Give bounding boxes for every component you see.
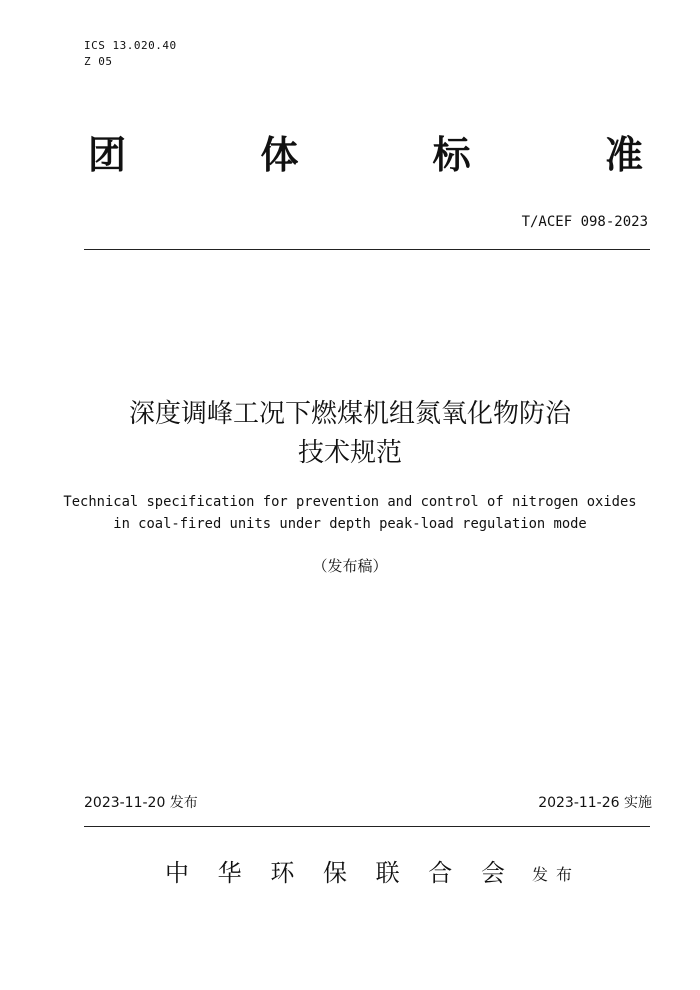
publisher-char: 联 bbox=[375, 859, 400, 887]
standard-type-heading bbox=[88, 130, 643, 180]
bottom-divider bbox=[84, 826, 650, 827]
standard-type-char: 准 bbox=[604, 133, 643, 177]
publisher-char: 合 bbox=[428, 859, 453, 887]
publisher-char: 会 bbox=[480, 859, 505, 887]
publish-word: 发布 bbox=[532, 865, 581, 884]
standard-type-char: 体 bbox=[260, 133, 299, 177]
ccs-code: Z 05 bbox=[84, 55, 113, 68]
publisher-char: 环 bbox=[270, 859, 295, 887]
draft-label: （发布稿） bbox=[312, 557, 388, 575]
standard-type-char: 标 bbox=[432, 133, 471, 177]
issue-date: 2023-11-20 发布 bbox=[84, 795, 198, 811]
implement-date: 2023-11-26 实施 bbox=[538, 795, 652, 811]
title-cn-line2: 技术规范 bbox=[297, 438, 402, 468]
publisher-char: 中 bbox=[165, 859, 189, 887]
publisher-char: 华 bbox=[217, 859, 242, 887]
top-divider bbox=[84, 249, 650, 250]
publisher-name bbox=[165, 856, 505, 890]
standard-type-char: 团 bbox=[88, 133, 127, 177]
standard-number: T/ACEF 098-2023 bbox=[521, 214, 648, 230]
title-en-line1: Technical specification for prevention and control of nitrogen oxides bbox=[63, 494, 637, 510]
title-cn-line1: 深度调峰工况下燃煤机组氮氧化物防治 bbox=[128, 399, 571, 429]
publisher-char: 保 bbox=[322, 859, 347, 887]
ics-code: ICS 13.020.40 bbox=[84, 39, 177, 52]
title-en-line2: in coal-fired units under depth peak-load regulation mode bbox=[113, 516, 587, 532]
